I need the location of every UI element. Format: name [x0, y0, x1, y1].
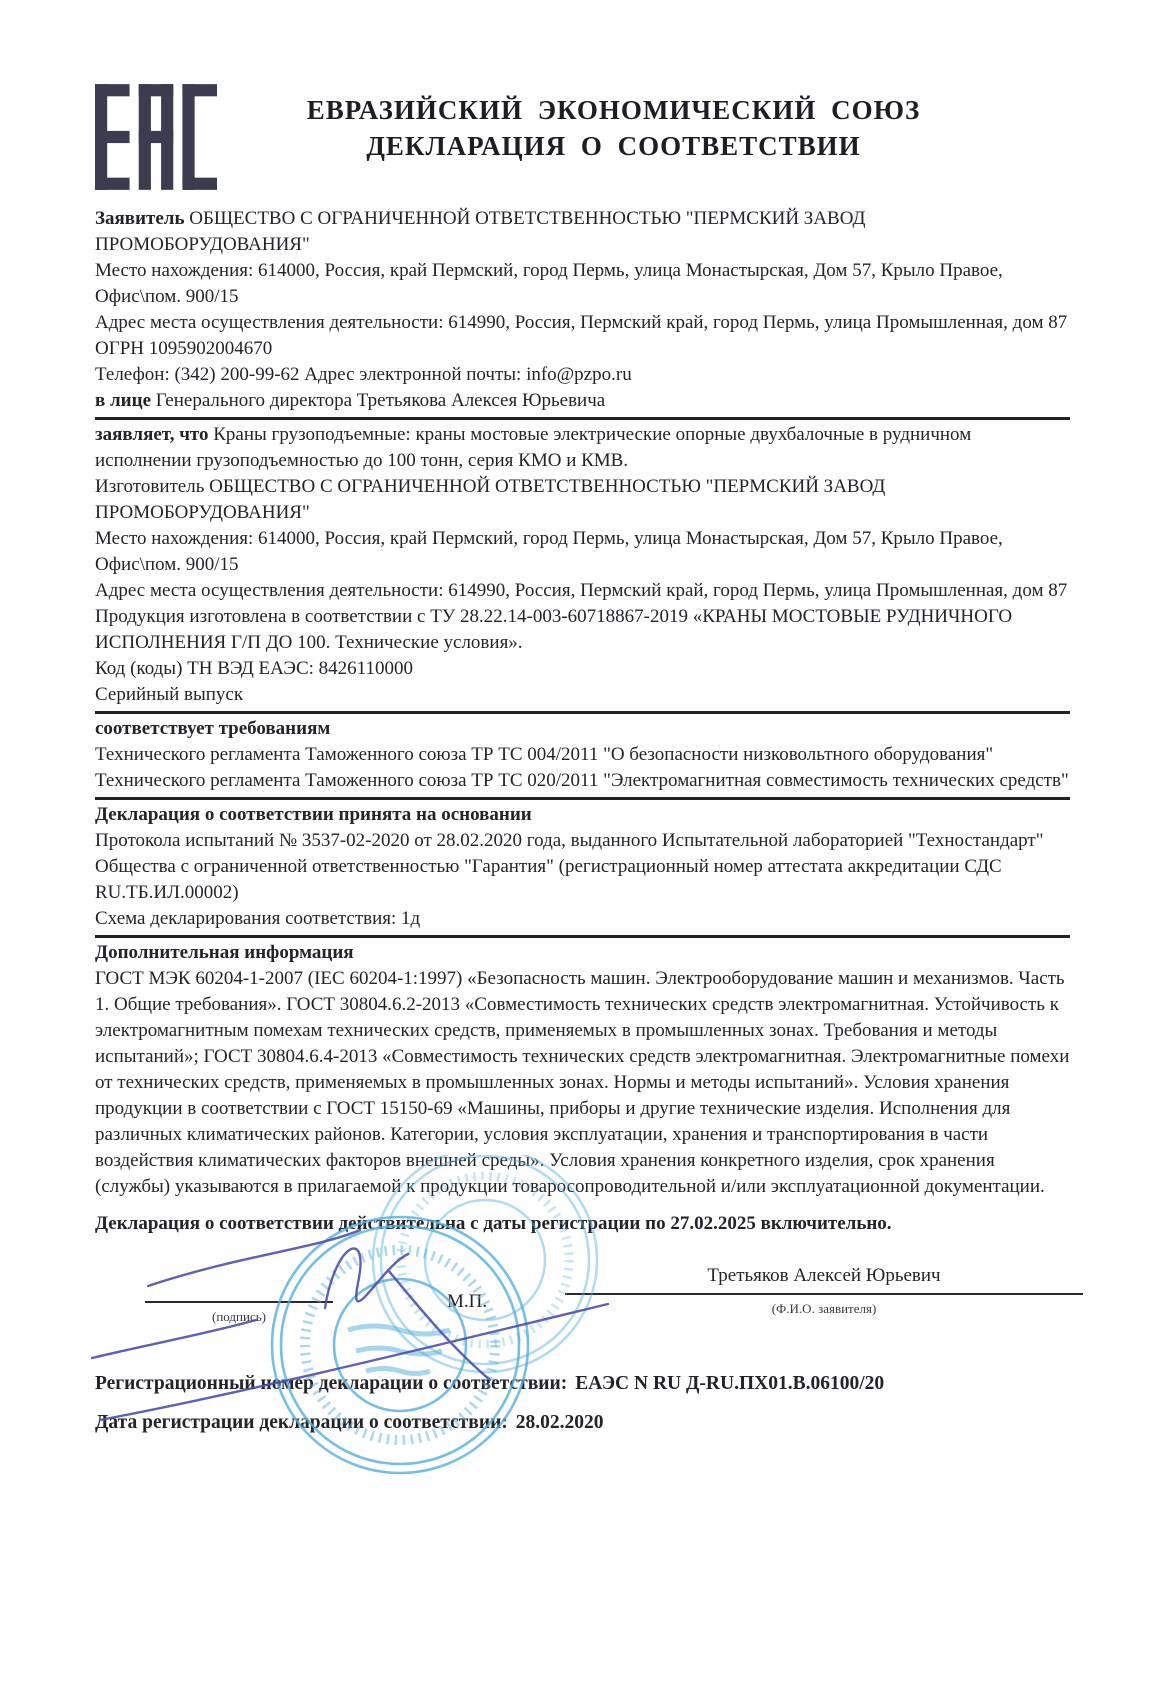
applicant-line — [95, 206, 1070, 258]
section-divider — [95, 711, 1070, 714]
document-header — [95, 84, 1070, 190]
applicant-ogrn: ОГРН 1095902004670 — [95, 338, 273, 359]
declares-label: заявляет, что — [95, 424, 209, 445]
regulation-item: Технического регламента Таможенного союза ТР ТС 004/2011 "О безопасности низковольтного оборудования" — [95, 744, 994, 765]
compliance-heading: соответствует требованиям — [95, 718, 331, 739]
signatory-field — [565, 1263, 1083, 1322]
representative-label: в лице — [95, 390, 151, 411]
product-section — [95, 422, 1070, 708]
declaration-scheme: Схема декларирования соответствия: 1д — [95, 908, 421, 929]
manufacturer-location: Место нахождения: 614000, Россия, край Пермский, город Пермь, улица Монастырская, Дом 57, Крыло Правое, Офис\пом. 900/15 — [95, 528, 1003, 575]
validity-statement: Декларация о соответствии действительна с даты регистрации по 27.02.2025 включительно. — [95, 1213, 892, 1234]
signatory-name: Третьяков Алексей Юрьевич — [707, 1265, 941, 1286]
applicant-section — [95, 206, 1070, 414]
section-divider — [95, 417, 1070, 420]
test-protocol: Протокола испытаний № 3537-02-2020 от 28.02.2020 года, выданного Испытательной лабораторией "Техностандарт" Общества с ограниченной ответственностью "Гарантия" (регистрационный номер аттестата аккредитации СДС RU.ТБ.ИЛ.00002) — [95, 830, 1044, 903]
registration-date-label: Дата регистрации декларации о соответствии: — [95, 1412, 508, 1433]
manufacturer-name: ОБЩЕСТВО С ОГРАНИЧЕННОЙ ОТВЕТСТВЕННОСТЬЮ "ПЕРМСКИЙ ЗАВОД ПРОМОБОРУДОВАНИЯ" — [95, 476, 886, 523]
document-title — [217, 84, 1070, 164]
manufacturer-line — [95, 474, 1070, 526]
product-description: Краны грузоподъемные: краны мостовые электрические опорные двухбалочные в рудничном исполнении грузоподъемностью до 100 тонн, серия КМО и КМВ. — [95, 424, 972, 471]
section-divider — [95, 935, 1070, 938]
applicant-label: Заявитель — [95, 208, 185, 229]
signature-block — [95, 1245, 1070, 1341]
product-line — [95, 422, 1070, 474]
regulation-item: Технического регламента Таможенного союза ТР ТС 020/2011 "Электромагнитная совместимость технических средств" — [95, 770, 1069, 791]
additional-info-section — [95, 940, 1070, 1200]
eac-logo-icon — [95, 84, 217, 190]
signature-line — [145, 1301, 333, 1303]
applicant-activity-address: Адрес места осуществления деятельности: 614990, Россия, Пермский край, город Пермь, улица Промышленная, дом 87 — [95, 312, 1068, 333]
applicant-contacts: Телефон: (342) 200-99-62 Адрес электронной почты: info@pzpo.ru — [95, 364, 632, 385]
signatory-line — [565, 1293, 1083, 1295]
manufacturer-activity-address: Адрес места осуществления деятельности: 614990, Россия, Пермский край, город Пермь, улица Промышленная, дом 87 — [95, 580, 1068, 601]
section-divider — [95, 797, 1070, 800]
signature-field — [145, 1301, 333, 1330]
signature-caption: (подпись) — [212, 1309, 266, 1324]
signatory-caption: (Ф.И.О. заявителя) — [771, 1301, 877, 1316]
stamp-place-label: М.П. — [447, 1291, 488, 1312]
produced-according: Продукция изготовлена в соответствии с ТУ 28.22.14-003-60718867-2019 «КРАНЫ МОСТОВЫЕ РУДНИЧНОГО ИСПОЛНЕНИЯ Г/П ДО 100. Технические условия». — [95, 606, 1013, 653]
registration-number-label: Регистрационный номер декларации о соответствии: — [95, 1373, 568, 1394]
basis-heading: Декларация о соответствии принята на основании — [95, 804, 532, 825]
representative-name: Генерального директора Третьякова Алексея Юрьевича — [155, 390, 606, 411]
release-type: Серийный выпуск — [95, 684, 244, 705]
applicant-representative — [95, 388, 1070, 414]
registration-date-line — [95, 1410, 1070, 1436]
title-union: ЕВРАЗИЙСКИЙ ЭКОНОМИЧЕСКИЙ СОЮЗ — [306, 95, 921, 125]
title-declaration: ДЕКЛАРАЦИЯ О СООТВЕТСТВИИ — [366, 131, 861, 161]
applicant-name: ОБЩЕСТВО С ОГРАНИЧЕННОЙ ОТВЕТСТВЕННОСТЬЮ "ПЕРМСКИЙ ЗАВОД ПРОМОБОРУДОВАНИЯ" — [95, 208, 866, 255]
applicant-location: Место нахождения: 614000, Россия, край Пермский, город Пермь, улица Монастырская, Дом 57, Крыло Правое, Офис\пом. 900/15 — [95, 260, 1003, 307]
registration-date-value: 28.02.2020 — [515, 1412, 604, 1433]
registration-number-value: ЕАЭС N RU Д-RU.ПХ01.В.06100/20 — [575, 1373, 885, 1394]
additional-info-heading: Дополнительная информация — [95, 942, 354, 963]
additional-info-text: ГОСТ МЭК 60204-1-2007 (IEC 60204-1:1997) «Безопасность машин. Электрооборудование машин и механизмов. Часть 1. Общие требования». ГОСТ 30804.6.2-2013 «Совместимость технических средств электромагнитная. Устойчивость к электромагнитным помехам технических средств, применяемых в промышленных зонах. Требования и методы испытаний»; ГОСТ 30804.6.4-2013 «Совместимость технических средств электромагнитная. Электромагнитные помехи от технических средств, применяемых в промышленных зонах. Нормы и методы испытаний». Условия хранения продукции в соответствии с ГОСТ 15150-69 «Машины, приборы и другие технические изделия. Исполнения для различных климатических районов. Категории, условия эксплуатации, хранения и транспортирования в части воздействия климатических факторов внешней среды». Условия хранения конкретного изделия, срок хранения (службы) указываются в прилагаемой к продукции товаросопроводительной и/или эксплуатационной документации. — [95, 968, 1070, 1197]
basis-section — [95, 802, 1070, 932]
manufacturer-label: Изготовитель — [95, 476, 205, 497]
compliance-section — [95, 716, 1070, 794]
tnved-code: Код (коды) ТН ВЭД ЕАЭС: 8426110000 — [95, 658, 413, 679]
registration-number-line — [95, 1371, 1070, 1397]
